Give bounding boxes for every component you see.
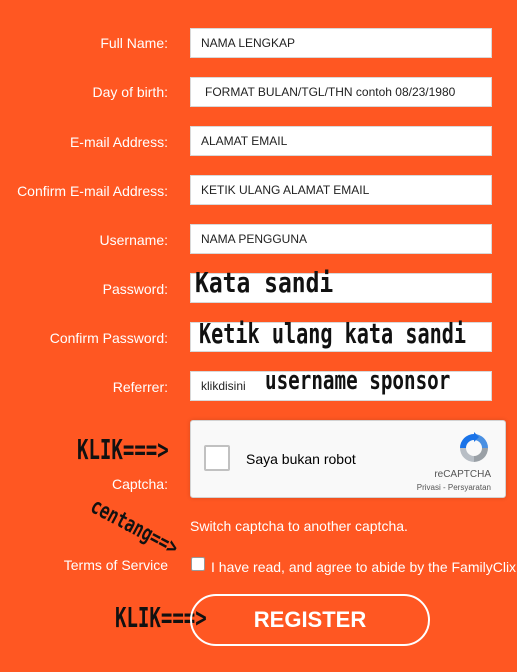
- terms-label: Terms of Service: [63, 557, 168, 573]
- username-label: Username:: [99, 232, 168, 248]
- terms-arrow-annotation: centang==>: [86, 494, 183, 561]
- recaptcha-widget: [190, 420, 506, 498]
- full-name-label: Full Name:: [100, 35, 168, 51]
- captcha-label: Captcha:: [111, 476, 168, 492]
- password-label: Password:: [102, 281, 168, 297]
- recaptcha-checkbox[interactable]: [204, 445, 230, 471]
- full-name-field[interactable]: NAMA LENGKAP: [190, 28, 492, 58]
- register-arrow-annotation: KLIK===>: [115, 601, 207, 634]
- username-field[interactable]: NAMA PENGGUNA: [190, 224, 492, 254]
- referrer-field[interactable]: klikdisini: [190, 371, 492, 401]
- terms-checkbox[interactable]: [191, 557, 205, 571]
- referrer-annotation: username sponsor: [265, 366, 451, 396]
- dob-label: Day of birth:: [92, 84, 168, 100]
- recaptcha-logo-icon: [457, 431, 491, 465]
- confirm-password-annotation: Ketik ulang kata sandi: [199, 317, 467, 350]
- confirm-email-label: Confirm E-mail Address:: [17, 183, 168, 199]
- confirm-password-label: Confirm Password:: [49, 330, 168, 346]
- email-label: E-mail Address:: [69, 134, 168, 150]
- captcha-arrow-annotation: KLIK===>: [77, 433, 169, 466]
- referrer-label: Referrer:: [112, 379, 168, 395]
- password-annotation: Kata sandi: [195, 266, 334, 299]
- register-button[interactable]: REGISTER: [190, 594, 430, 646]
- confirm-email-field[interactable]: KETIK ULANG ALAMAT EMAIL: [190, 175, 492, 205]
- dob-field[interactable]: FORMAT BULAN/TGL/THN contoh 08/23/1980: [190, 77, 492, 107]
- switch-captcha-link[interactable]: Switch captcha to another captcha.: [190, 518, 408, 534]
- recaptcha-brand: reCAPTCHA: [434, 469, 491, 480]
- recaptcha-links[interactable]: Privasi - Persyaratan: [416, 483, 491, 492]
- recaptcha-text: Saya bukan robot: [246, 451, 356, 467]
- email-field[interactable]: ALAMAT EMAIL: [190, 126, 492, 156]
- terms-text: I have read, and agree to abide by the FamilyClix: [211, 559, 517, 575]
